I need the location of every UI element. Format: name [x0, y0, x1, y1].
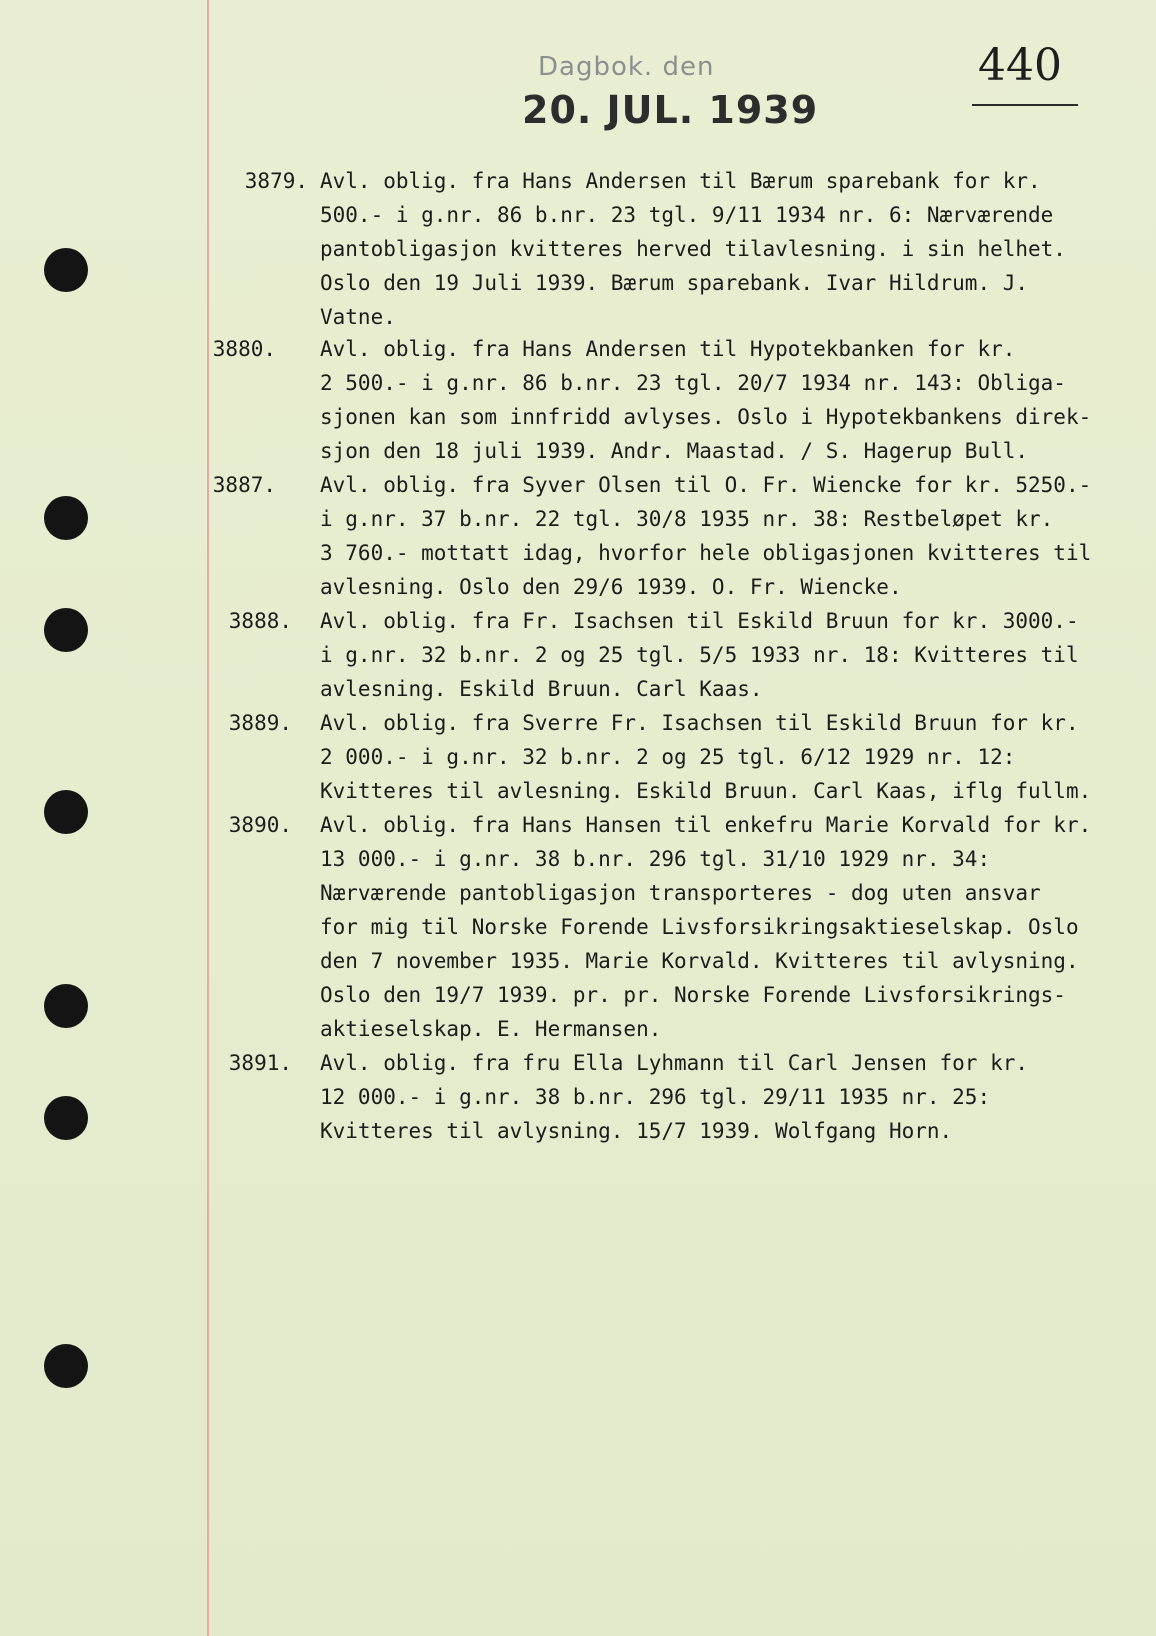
entry-line: 12 000.- i g.nr. 38 b.nr. 296 tgl. 29/11 1935 nr. 25:: [320, 1085, 991, 1109]
entry-line: Avl. oblig. fra Hans Andersen til Bærum sparebank for kr.: [320, 169, 1041, 193]
entry-line: Kvitteres til avlesning. Eskild Bruun. Carl Kaas, iflg fullm.: [320, 779, 1092, 803]
entry-number: 3880.: [212, 337, 276, 361]
entry-line: Oslo den 19 Juli 1939. Bærum sparebank. Ivar Hildrum. J.: [320, 271, 1029, 295]
entry-line: sjon den 18 juli 1939. Andr. Maastad. / S. Hagerup Bull.: [320, 439, 1029, 463]
entry-line: 3 760.- mottatt idag, hvorfor hele obligasjonen kvitteres til: [320, 541, 1092, 565]
entry-line: 2 000.- i g.nr. 32 b.nr. 2 og 25 tgl. 6/12 1929 nr. 12:: [320, 745, 1016, 769]
diary-stamp-date: 20. JUL. 1939: [522, 88, 819, 132]
entry-text: [320, 332, 1150, 468]
entry-line: Oslo den 19/7 1939. pr. pr. Norske Forende Livsforsikrings-: [320, 983, 1066, 1007]
entry-text: [320, 468, 1150, 604]
punch-hole: [44, 248, 88, 292]
entry-line: avlesning. Eskild Bruun. Carl Kaas.: [320, 677, 763, 701]
entry-number: 3890.: [228, 813, 292, 837]
entry-text: [320, 604, 1150, 706]
entry-line: 13 000.- i g.nr. 38 b.nr. 296 tgl. 31/10 1929 nr. 34:: [320, 847, 991, 871]
entry-line: Avl. oblig. fra Fr. Isachsen til Eskild Bruun for kr. 3000.-: [320, 609, 1079, 633]
entry-line: Avl. oblig. fra Syver Olsen til O. Fr. Wiencke for kr. 5250.-: [320, 473, 1092, 497]
entry-line: Avl. oblig. fra fru Ella Lyhmann til Carl Jensen for kr.: [320, 1051, 1029, 1075]
entry-line: i g.nr. 32 b.nr. 2 og 25 tgl. 5/5 1933 nr. 18: Kvitteres til: [320, 643, 1079, 667]
diary-stamp-label: Dagbok. den: [538, 52, 715, 82]
page-number: 440: [978, 40, 1062, 91]
entry-line: aktieselskap. E. Hermansen.: [320, 1017, 662, 1041]
entry-line: sjonen kan som innfridd avlyses. Oslo i Hypotekbankens direk-: [320, 405, 1092, 429]
entry-text: [320, 808, 1150, 1046]
punch-hole: [44, 1344, 88, 1388]
punch-hole: [44, 790, 88, 834]
entry-line: avlesning. Oslo den 29/6 1939. O. Fr. Wiencke.: [320, 575, 902, 599]
entry-number: 3891.: [228, 1051, 292, 1075]
page-number-underline: [972, 104, 1078, 106]
entry-line: Avl. oblig. fra Hans Andersen til Hypotekbanken for kr.: [320, 337, 1016, 361]
punch-hole: [44, 984, 88, 1028]
entry-text: [320, 706, 1150, 808]
entry-line: 500.- i g.nr. 86 b.nr. 23 tgl. 9/11 1934 nr. 6: Nærværende: [320, 203, 1054, 227]
entry-number: 3879.: [244, 169, 308, 193]
entry-line: Avl. oblig. fra Hans Hansen til enkefru Marie Korvald for kr.: [320, 813, 1092, 837]
entry-number: 3887.: [212, 473, 276, 497]
entry-line: Vatne.: [320, 305, 396, 329]
punch-hole: [44, 1096, 88, 1140]
entry-line: pantobligasjon kvitteres herved tilavlesning. i sin helhet.: [320, 237, 1066, 261]
punch-hole: [44, 496, 88, 540]
entry-line: i g.nr. 37 b.nr. 22 tgl. 30/8 1935 nr. 38: Restbeløpet kr.: [320, 507, 1054, 531]
entry-text: [320, 164, 1150, 334]
entry-line: den 7 november 1935. Marie Korvald. Kvitteres til avlysning.: [320, 949, 1079, 973]
entry-line: for mig til Norske Forende Livsforsikringsaktieselskap. Oslo: [320, 915, 1079, 939]
entry-line: Nærværende pantobligasjon transporteres - dog uten ansvar: [320, 881, 1041, 905]
entry-text: [320, 1046, 1150, 1148]
punch-hole: [44, 608, 88, 652]
entry-line: Kvitteres til avlysning. 15/7 1939. Wolfgang Horn.: [320, 1119, 953, 1143]
entry-line: Avl. oblig. fra Sverre Fr. Isachsen til Eskild Bruun for kr.: [320, 711, 1079, 735]
entry-number: 3888.: [228, 609, 292, 633]
entry-line: 2 500.- i g.nr. 86 b.nr. 23 tgl. 20/7 1934 nr. 143: Obliga-: [320, 371, 1066, 395]
entry-number: 3889.: [228, 711, 292, 735]
